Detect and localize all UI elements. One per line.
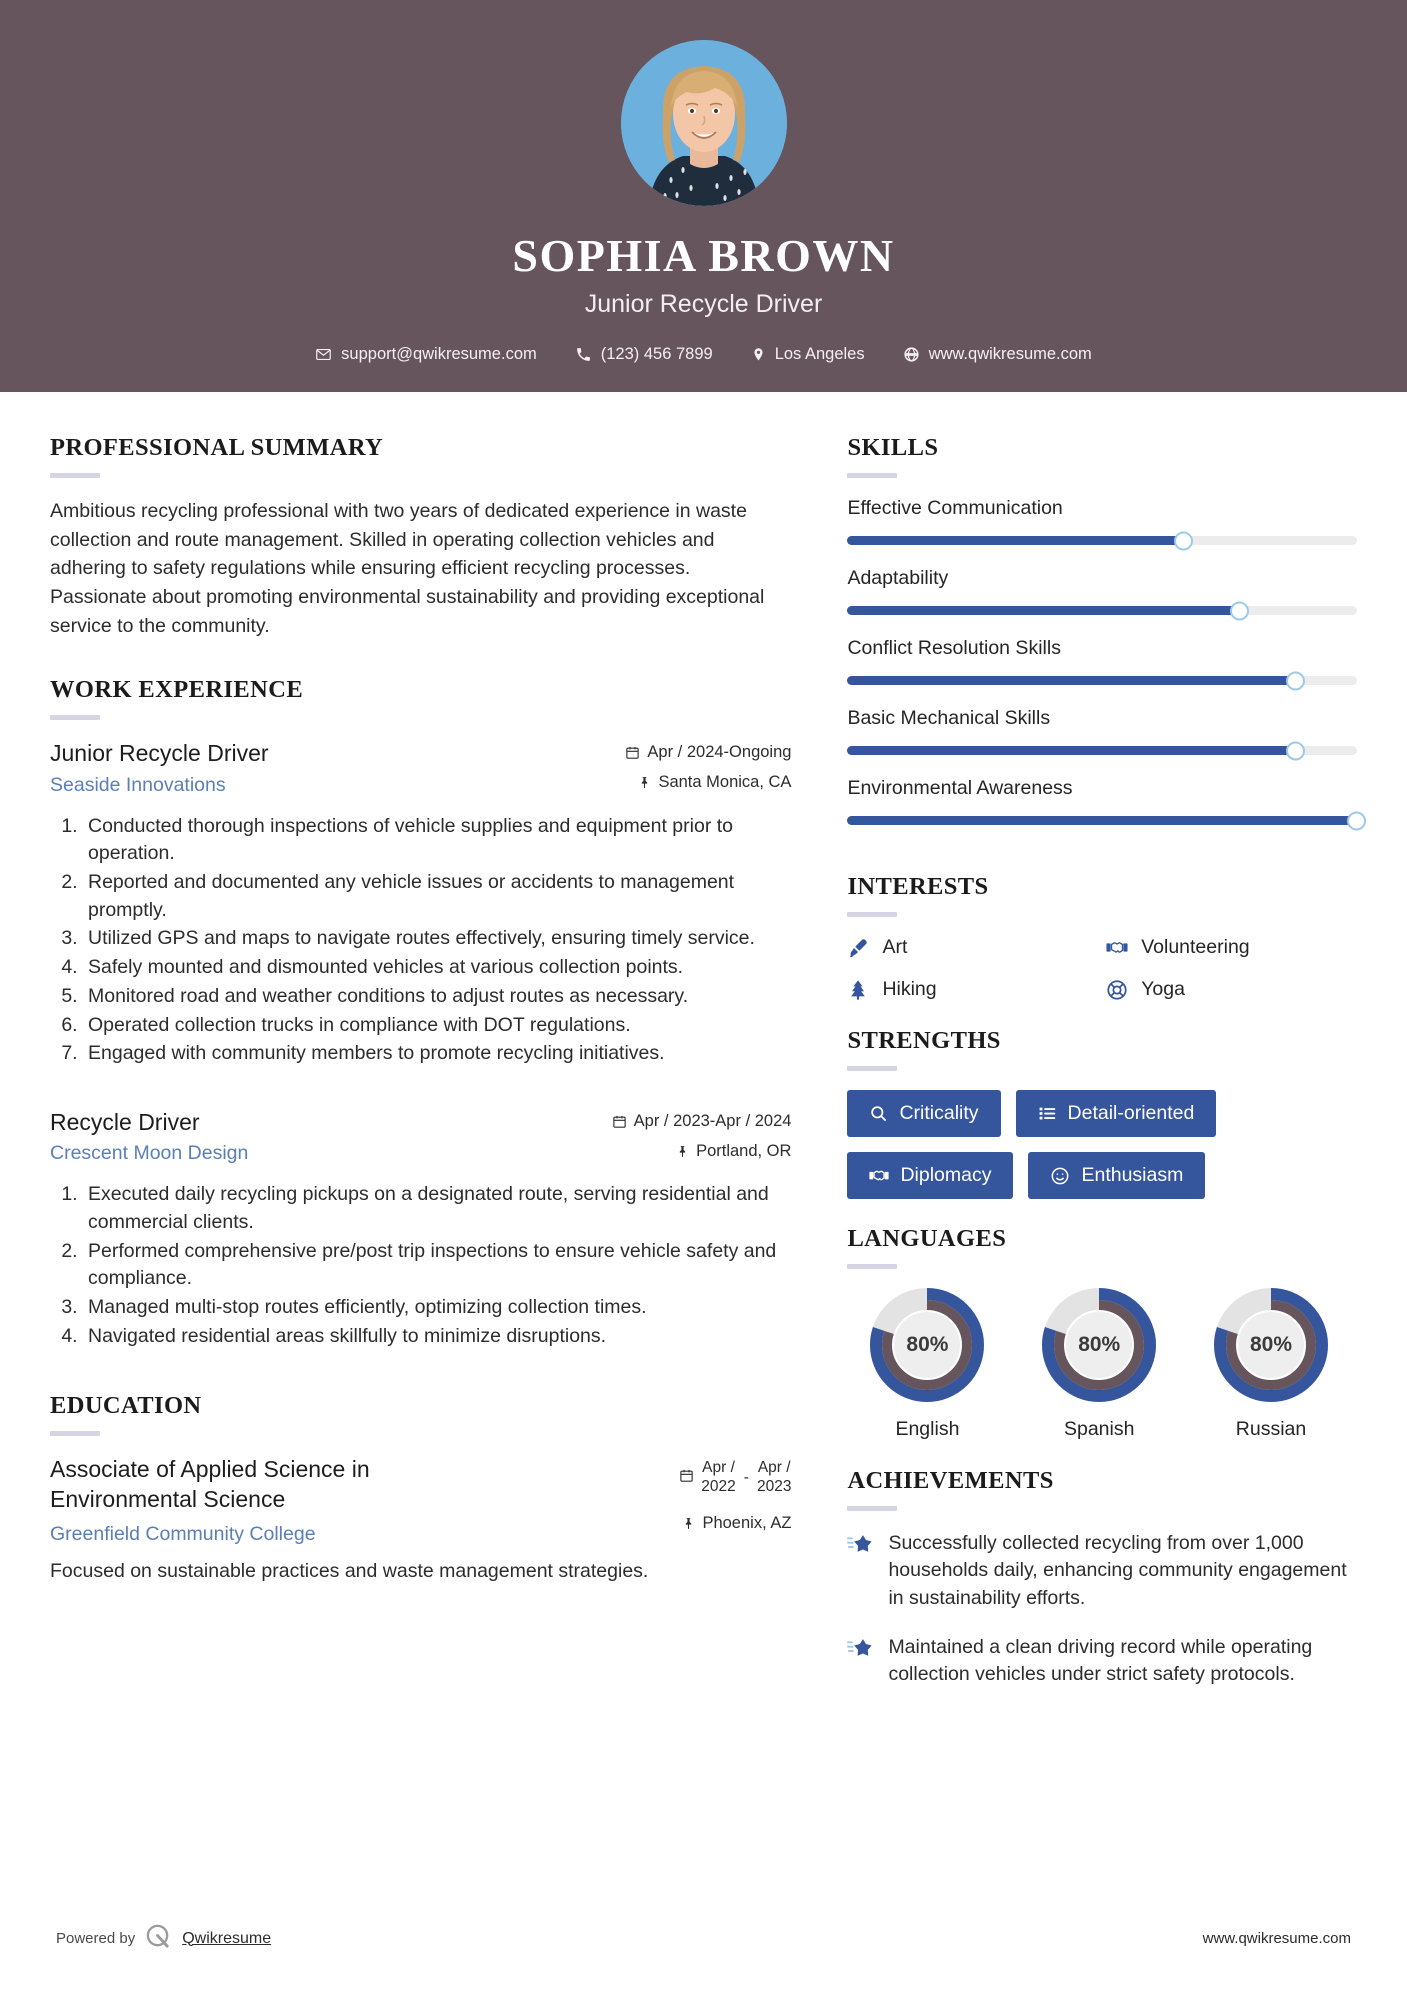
contact-location[interactable]	[732, 345, 884, 364]
skill-knob[interactable]	[1174, 531, 1193, 550]
skill-fill	[847, 676, 1295, 685]
resume-header	[0, 0, 1407, 392]
section-education	[50, 1392, 791, 1585]
skill-fill	[847, 606, 1239, 615]
experience-dates	[612, 1112, 792, 1131]
qwikresume-logo-icon	[145, 1923, 172, 1954]
pin-icon	[682, 1516, 695, 1531]
skill-knob[interactable]	[1286, 671, 1305, 690]
interest-item	[1106, 936, 1357, 959]
experience-role: Recycle Driver	[50, 1108, 200, 1135]
footer-powered-by	[56, 1923, 271, 1954]
strength-label: Diplomacy	[900, 1164, 992, 1186]
skill-label: Basic Mechanical Skills	[847, 707, 1051, 729]
experience-bullets	[50, 1181, 791, 1350]
avatar	[621, 40, 787, 206]
education-item	[50, 1455, 791, 1585]
section-rule	[50, 473, 100, 478]
interest-item	[847, 978, 1098, 1001]
section-title-experience: WORK EXPERIENCE	[50, 676, 304, 704]
skill-slider[interactable]	[847, 816, 1357, 825]
section-title-summary: PROFESSIONAL SUMMARY	[50, 434, 384, 461]
skill-fill	[847, 746, 1295, 755]
contact-phone-text: (123) 456 7899	[600, 344, 713, 363]
contact-website-text: www.qwikresume.com	[928, 344, 1092, 363]
date-separator: -	[743, 1468, 749, 1486]
section-title-languages: LANGUAGES	[847, 1225, 1007, 1252]
skill-label: Adaptability	[847, 567, 949, 589]
right-column	[847, 434, 1357, 1710]
list-item: 1. Executed daily recycling pickups on a designated route, serving residential and commercial clients.	[83, 1181, 791, 1236]
education-date-end	[757, 1459, 791, 1496]
education-location	[679, 1514, 791, 1533]
education-degree: Associate of Applied Science in Environmental Science	[50, 1456, 370, 1512]
achievement-text: Successfully collected recycling from over 1,000 households daily, enhancing community engagement in sustainability efforts.	[888, 1532, 1347, 1609]
education-school[interactable]: Greenfield Community College	[50, 1523, 316, 1546]
contact-location-text: Los Angeles	[774, 344, 865, 363]
section-rule	[847, 1264, 897, 1269]
section-interests	[847, 873, 1357, 1001]
skill-item	[847, 777, 1357, 825]
strength-label: Enthusiasm	[1081, 1164, 1184, 1186]
section-title-achievements: ACHIEVEMENTS	[847, 1467, 1054, 1494]
skill-slider[interactable]	[847, 536, 1357, 545]
skill-item	[847, 567, 1357, 615]
experience-dates-text: Apr / 2023-Apr / 2024	[633, 1111, 792, 1130]
lifebuoy-icon	[1106, 979, 1128, 1001]
section-languages	[847, 1225, 1357, 1441]
education-end-month: Apr /	[757, 1459, 791, 1477]
experience-dates-text: Apr / 2024-Ongoing	[647, 743, 792, 762]
strength-label: Detail-oriented	[1067, 1102, 1195, 1124]
page-title: SOPHIA BROWN	[512, 230, 895, 281]
education-location-text: Phoenix, AZ	[702, 1514, 792, 1533]
education-description: Focused on sustainable practices and waste management strategies.	[50, 1560, 649, 1583]
globe-icon	[903, 346, 920, 363]
star-badge-icon	[847, 1634, 874, 1668]
magnifier-icon	[869, 1104, 888, 1123]
skill-slider[interactable]	[847, 606, 1357, 615]
interest-item	[847, 936, 1098, 959]
language-item	[847, 1288, 1007, 1441]
smiley-icon	[1050, 1166, 1070, 1186]
star-badge-icon	[847, 1530, 874, 1564]
section-skills	[847, 434, 1357, 825]
skill-item	[847, 637, 1357, 685]
skill-slider[interactable]	[847, 676, 1357, 685]
section-rule	[847, 1066, 897, 1071]
list-item: 1. Conducted thorough inspections of vehicle supplies and equipment prior to operation.	[83, 813, 791, 868]
strength-chip-criticality	[847, 1090, 1000, 1137]
language-donut-chart	[1042, 1288, 1156, 1402]
experience-item	[50, 1108, 791, 1351]
experience-company[interactable]: Seaside Innovations	[50, 773, 226, 796]
list-item: 2. Performed comprehensive pre/post trip inspections to ensure vehicle safety and compliance.	[83, 1238, 791, 1293]
experience-location	[612, 1142, 792, 1161]
language-donut-chart	[870, 1288, 984, 1402]
strength-list	[847, 1090, 1357, 1199]
avatar-photo	[621, 40, 787, 206]
skill-fill	[847, 816, 1357, 825]
list-item: 4. Navigated residential areas skillfully to minimize disruptions.	[83, 1323, 791, 1351]
strength-chip-detail-oriented	[1016, 1090, 1217, 1137]
experience-company[interactable]: Crescent Moon Design	[50, 1142, 249, 1165]
envelope-icon	[315, 346, 332, 363]
list-item: 7. Engaged with community members to promote recycling initiatives.	[83, 1040, 791, 1068]
skill-label: Conflict Resolution Skills	[847, 637, 1061, 659]
skill-knob[interactable]	[1286, 741, 1305, 760]
list-item: 5. Monitored road and weather conditions to adjust routes as necessary.	[83, 983, 791, 1011]
section-strengths	[847, 1027, 1357, 1199]
phone-icon	[575, 346, 592, 363]
strength-label: Criticality	[899, 1102, 979, 1124]
language-label: English	[895, 1418, 960, 1440]
language-percent: 80%	[906, 1333, 949, 1356]
interest-label: Volunteering	[1141, 936, 1250, 958]
skill-knob[interactable]	[1230, 601, 1249, 620]
interest-label: Hiking	[882, 978, 937, 1000]
education-start-year: 2022	[701, 1477, 736, 1495]
experience-dates	[625, 743, 791, 762]
job-title: Junior Recycle Driver	[584, 289, 823, 318]
achievement-item	[847, 1634, 1357, 1689]
language-label: Russian	[1235, 1418, 1307, 1440]
paintbrush-icon	[847, 937, 869, 959]
contact-phone[interactable]	[556, 345, 732, 364]
skill-fill	[847, 536, 1183, 545]
language-item	[1019, 1288, 1179, 1441]
experience-location	[625, 773, 791, 792]
language-item	[1191, 1288, 1351, 1441]
education-end-year: 2023	[756, 1477, 792, 1495]
interest-grid	[847, 936, 1357, 1001]
section-title-interests: INTERESTS	[847, 873, 989, 900]
footer-powered-text: Powered by	[56, 1930, 136, 1947]
skill-slider[interactable]	[847, 746, 1357, 755]
section-rule	[847, 473, 897, 478]
summary-text: Ambitious recycling professional with two years of dedicated experience in waste collection and route management. Skilled in operating collection vehicles and adhering to safety regulations while ensuring efficient recycling processes. Passionate about promoting environmental sustainability and providing exceptional service to the community.	[50, 500, 765, 637]
contact-row	[0, 345, 1407, 364]
resume-body	[0, 392, 1407, 1710]
education-start-month: Apr /	[702, 1459, 735, 1477]
experience-item	[50, 739, 791, 1068]
language-percent: 80%	[1078, 1333, 1121, 1356]
handshake-icon	[869, 1166, 889, 1186]
language-label: Spanish	[1063, 1418, 1135, 1440]
section-title-strengths: STRENGTHS	[847, 1027, 1001, 1054]
experience-location-text: Santa Monica, CA	[658, 773, 792, 792]
section-rule	[50, 1431, 100, 1436]
list-item: 6. Operated collection trucks in compliance with DOT regulations.	[83, 1012, 791, 1040]
pin-icon	[676, 1144, 689, 1159]
list-icon	[1038, 1104, 1057, 1123]
interest-label: Yoga	[1141, 978, 1185, 1000]
experience-role: Junior Recycle Driver	[50, 740, 269, 767]
footer-brand-link[interactable]: Qwikresume	[182, 1929, 272, 1947]
skill-item	[847, 707, 1357, 755]
section-title-skills: SKILLS	[847, 434, 939, 461]
footer	[0, 1923, 1407, 1954]
language-percent: 80%	[1249, 1333, 1293, 1356]
calendar-icon	[679, 1468, 694, 1488]
section-rule	[847, 912, 897, 917]
section-rule	[50, 715, 100, 720]
contact-website[interactable]	[884, 345, 1111, 364]
skill-knob[interactable]	[1347, 811, 1366, 830]
list-item: 3. Managed multi-stop routes efficiently, optimizing collection times.	[83, 1294, 791, 1322]
strength-chip-enthusiasm	[1028, 1152, 1205, 1199]
interest-label: Art	[882, 936, 908, 958]
section-professional-summary	[50, 434, 791, 640]
section-title-education: EDUCATION	[50, 1392, 202, 1420]
skill-label: Environmental Awareness	[847, 777, 1073, 799]
interest-item	[1106, 978, 1357, 1001]
section-rule	[847, 1506, 897, 1511]
language-list	[847, 1288, 1357, 1441]
experience-location-text: Portland, OR	[696, 1141, 792, 1160]
education-date-start	[701, 1459, 735, 1496]
contact-email-text: support@qwikresume.com	[341, 344, 537, 363]
pin-icon	[638, 775, 651, 790]
section-work-experience	[50, 676, 791, 1350]
left-column	[50, 434, 791, 1710]
experience-bullets	[50, 813, 791, 1068]
list-item: 4. Safely mounted and dismounted vehicles at various collection points.	[83, 954, 791, 982]
pine-tree-icon	[847, 979, 869, 1001]
calendar-icon	[612, 1114, 627, 1129]
section-achievements	[847, 1467, 1357, 1688]
education-dates	[679, 1459, 791, 1496]
skill-item	[847, 497, 1357, 545]
skill-label: Effective Communication	[847, 497, 1063, 519]
map-pin-icon	[751, 346, 766, 363]
strength-chip-diplomacy	[847, 1152, 1013, 1199]
footer-website[interactable]: www.qwikresume.com	[1202, 1930, 1351, 1947]
achievement-item	[847, 1530, 1357, 1612]
calendar-icon	[625, 745, 640, 760]
achievement-text: Maintained a clean driving record while operating collection vehicles under strict safety protocols.	[888, 1635, 1313, 1686]
contact-email[interactable]	[296, 345, 556, 364]
list-item: 3. Utilized GPS and maps to navigate routes effectively, ensuring timely service.	[83, 925, 791, 953]
list-item: 2. Reported and documented any vehicle issues or accidents to management promptly.	[83, 869, 791, 924]
language-donut-chart	[1214, 1288, 1328, 1402]
handshake-icon	[1106, 937, 1128, 959]
